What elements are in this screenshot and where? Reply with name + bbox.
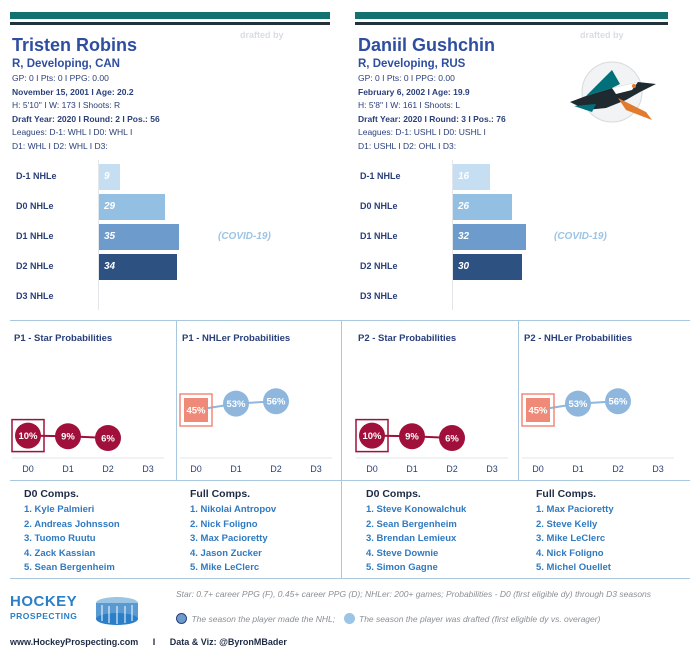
probability-label: 9% [61,431,75,443]
x-tick-label: D0 [190,464,202,474]
probability-label: 45% [528,405,548,417]
probability-label: 10% [18,431,38,443]
probability-label: 56% [266,396,286,408]
birth-line: February 6, 2002 I Age: 19.9 [358,86,470,97]
definition-note: Star: 0.7+ career PPG (F), 0.45+ career PPG (D); NHLer: 200+ games; Probabilities - D0 (first eligible dy) through D3 seasons [176,589,652,599]
probability-label: 53% [226,399,246,411]
x-tick-label: D3 [486,464,498,474]
nhle-bar-value: 29 [104,201,116,212]
nhle-axis [98,160,99,310]
nhle-bar-value: 16 [458,171,470,182]
drafted-icon [344,613,355,624]
list-item[interactable]: 3. Tuomo Ruutu [24,533,96,544]
player-position: R, Developing, RUS [358,58,466,70]
nhle-axis [452,160,453,310]
x-tick-label: D0 [366,464,378,474]
full-comps-list [190,488,276,576]
leagues-line-2: D1: WHL I D2: WHL I D3: [12,140,108,151]
comps-title: D0 Comps. [24,488,79,500]
footer-credits [10,637,287,647]
nhle-category-label: D3 NHLe [16,291,54,301]
nhle-category-label: D2 NHLe [16,261,54,271]
comps-title: Full Comps. [536,488,597,500]
nhle-bar-value: 26 [458,201,470,212]
list-item[interactable]: 1. Nikolai Antropov [190,504,277,515]
player-info [12,72,160,153]
player-position: R, Developing, CAN [12,58,120,70]
full-comps-list [536,488,614,576]
x-tick-label: D0 [22,464,34,474]
leagues-line-1: Leagues: D-1: USHL I D0: USHL I [358,127,486,137]
size-line: H: 5'8'' I W: 161 I Shoots: L [358,100,461,110]
nhle-bar-value: 32 [458,231,470,242]
x-tick-label: D3 [142,464,154,474]
x-tick-label: D1 [62,464,74,474]
drafted-by-label: drafted by [240,30,284,40]
list-item[interactable]: 3. Max Pacioretty [190,533,268,544]
nhler-probability-chart [176,350,336,480]
x-tick-label: D2 [102,464,114,474]
leagues-line-1: Leagues: D-1: WHL I D0: WHL I [12,127,133,137]
list-item[interactable]: 2. Sean Bergenheim [366,518,457,530]
nhle-category-label: D1 NHLe [16,231,54,241]
chart-title: P2 - NHLer Probabilities [524,333,633,344]
probability-label: 56% [608,396,628,408]
covid-label: (COVID-19) [218,231,271,242]
x-tick-label: D1 [230,464,242,474]
nhle-bar-value: 9 [104,171,110,182]
list-item[interactable]: 1. Steve Konowalchuk [366,504,467,515]
nhle-category-label: D-1 NHLe [16,171,57,181]
star-probability-chart [8,350,168,480]
draft-line: Draft Year: 2020 I Round: 2 I Pos.: 56 [12,113,160,124]
d0-comps-list [24,488,120,576]
probability-label: 6% [101,433,115,445]
probability-label: 6% [445,433,459,445]
list-item[interactable]: 3. Mike LeClerc [536,533,606,544]
logo-text: PROSPECTING [10,611,78,621]
star-probability-chart [352,350,512,480]
list-item[interactable]: 2. Nick Foligno [190,518,258,530]
nhle-category-label: D1 NHLe [360,231,398,241]
chart-title: P1 - Star Probabilities [14,333,113,344]
probability-label: 53% [568,399,588,411]
list-item[interactable]: 2. Andreas Johnsson [24,518,120,530]
nhle-bar-value: 30 [458,261,470,272]
legend-made-nhl: The season the player made the NHL; [191,613,336,624]
stats-line: GP: 0 I Pts: 0 I PPG: 0.00 [358,73,455,83]
list-item[interactable]: 5. Simon Gagne [366,562,438,573]
player-info [358,72,506,153]
probability-label: 45% [186,405,206,417]
list-item[interactable]: 1. Max Pacioretty [536,504,614,515]
list-item[interactable]: 2. Steve Kelly [536,518,598,530]
birth-line: November 15, 2001 I Age: 20.2 [12,86,134,97]
x-tick-label: D3 [310,464,322,474]
comps-title: Full Comps. [190,488,251,500]
section-divider [10,578,690,579]
top-bar-left [10,12,330,19]
draft-line: Draft Year: 2020 I Round: 3 I Pos.: 76 [358,113,506,124]
x-tick-label: D1 [572,464,584,474]
top-bar-left-dark [10,22,330,25]
nhle-category-label: D0 NHLe [16,201,54,211]
list-item[interactable]: 3. Brendan Lemieux [366,533,457,544]
credit: Data & Viz: @ByronMBader [169,637,287,647]
list-item[interactable]: 4. Steve Downie [366,547,439,559]
chart-title: P2 - Star Probabilities [358,333,457,344]
made-nhl-icon [176,613,187,624]
list-item[interactable]: 5. Mike LeClerc [190,562,260,573]
chart-title: P1 - NHLer Probabilities [182,333,291,344]
list-item[interactable]: 4. Nick Foligno [536,547,604,559]
x-tick-label: D0 [532,464,544,474]
list-item[interactable]: 5. Michel Ouellet [536,562,611,573]
arena-icon [94,595,140,627]
list-item[interactable]: 5. Sean Bergenheim [24,562,115,573]
sharks-logo-icon [556,50,668,132]
player-name: Daniil Gushchin [358,35,496,55]
stats-line: GP: 0 I Pts: 0 I PPG: 0.00 [12,73,109,83]
x-tick-label: D1 [406,464,418,474]
nhle-category-label: D0 NHLe [360,201,398,211]
x-tick-label: D2 [270,464,282,474]
hockey-prospecting-logo-icon [10,593,170,629]
list-item[interactable]: 4. Jason Zucker [190,547,262,559]
x-tick-label: D2 [446,464,458,474]
probability-label: 9% [405,431,419,443]
x-tick-label: D3 [652,464,664,474]
list-item[interactable]: 4. Zack Kassian [24,547,96,559]
probability-label: 10% [362,431,382,443]
nhle-category-label: D3 NHLe [360,291,398,301]
logo-text: HOCKEY [10,593,78,610]
nhle-bar-value: 35 [104,231,116,242]
covid-label: (COVID-19) [554,231,607,242]
nhler-probability-chart [518,350,678,480]
size-line: H: 5'10'' I W: 173 I Shoots: R [12,100,121,110]
comps-title: D0 Comps. [366,488,421,500]
leagues-line-2: D1: USHL I D2: OHL I D3: [358,140,457,151]
section-divider [10,480,690,481]
section-divider [341,320,342,578]
section-divider [10,320,690,321]
nhle-bar-value: 34 [104,261,116,272]
site-link[interactable]: www.HockeyProspecting.com [10,637,139,647]
nhle-category-label: D-1 NHLe [360,171,401,181]
drafted-by-label: drafted by [580,30,624,40]
top-bar-right [355,12,668,19]
separator: I [152,637,156,647]
d0-comps-list [366,488,466,576]
legend-drafted: The season the player was drafted (first eligible dy vs. overager) [359,613,601,624]
top-bar-right-dark [355,22,668,25]
list-item[interactable]: 1. Kyle Palmieri [24,504,95,515]
x-tick-label: D2 [612,464,624,474]
legend [176,610,600,628]
player-name: Tristen Robins [12,35,138,55]
nhle-category-label: D2 NHLe [360,261,398,271]
